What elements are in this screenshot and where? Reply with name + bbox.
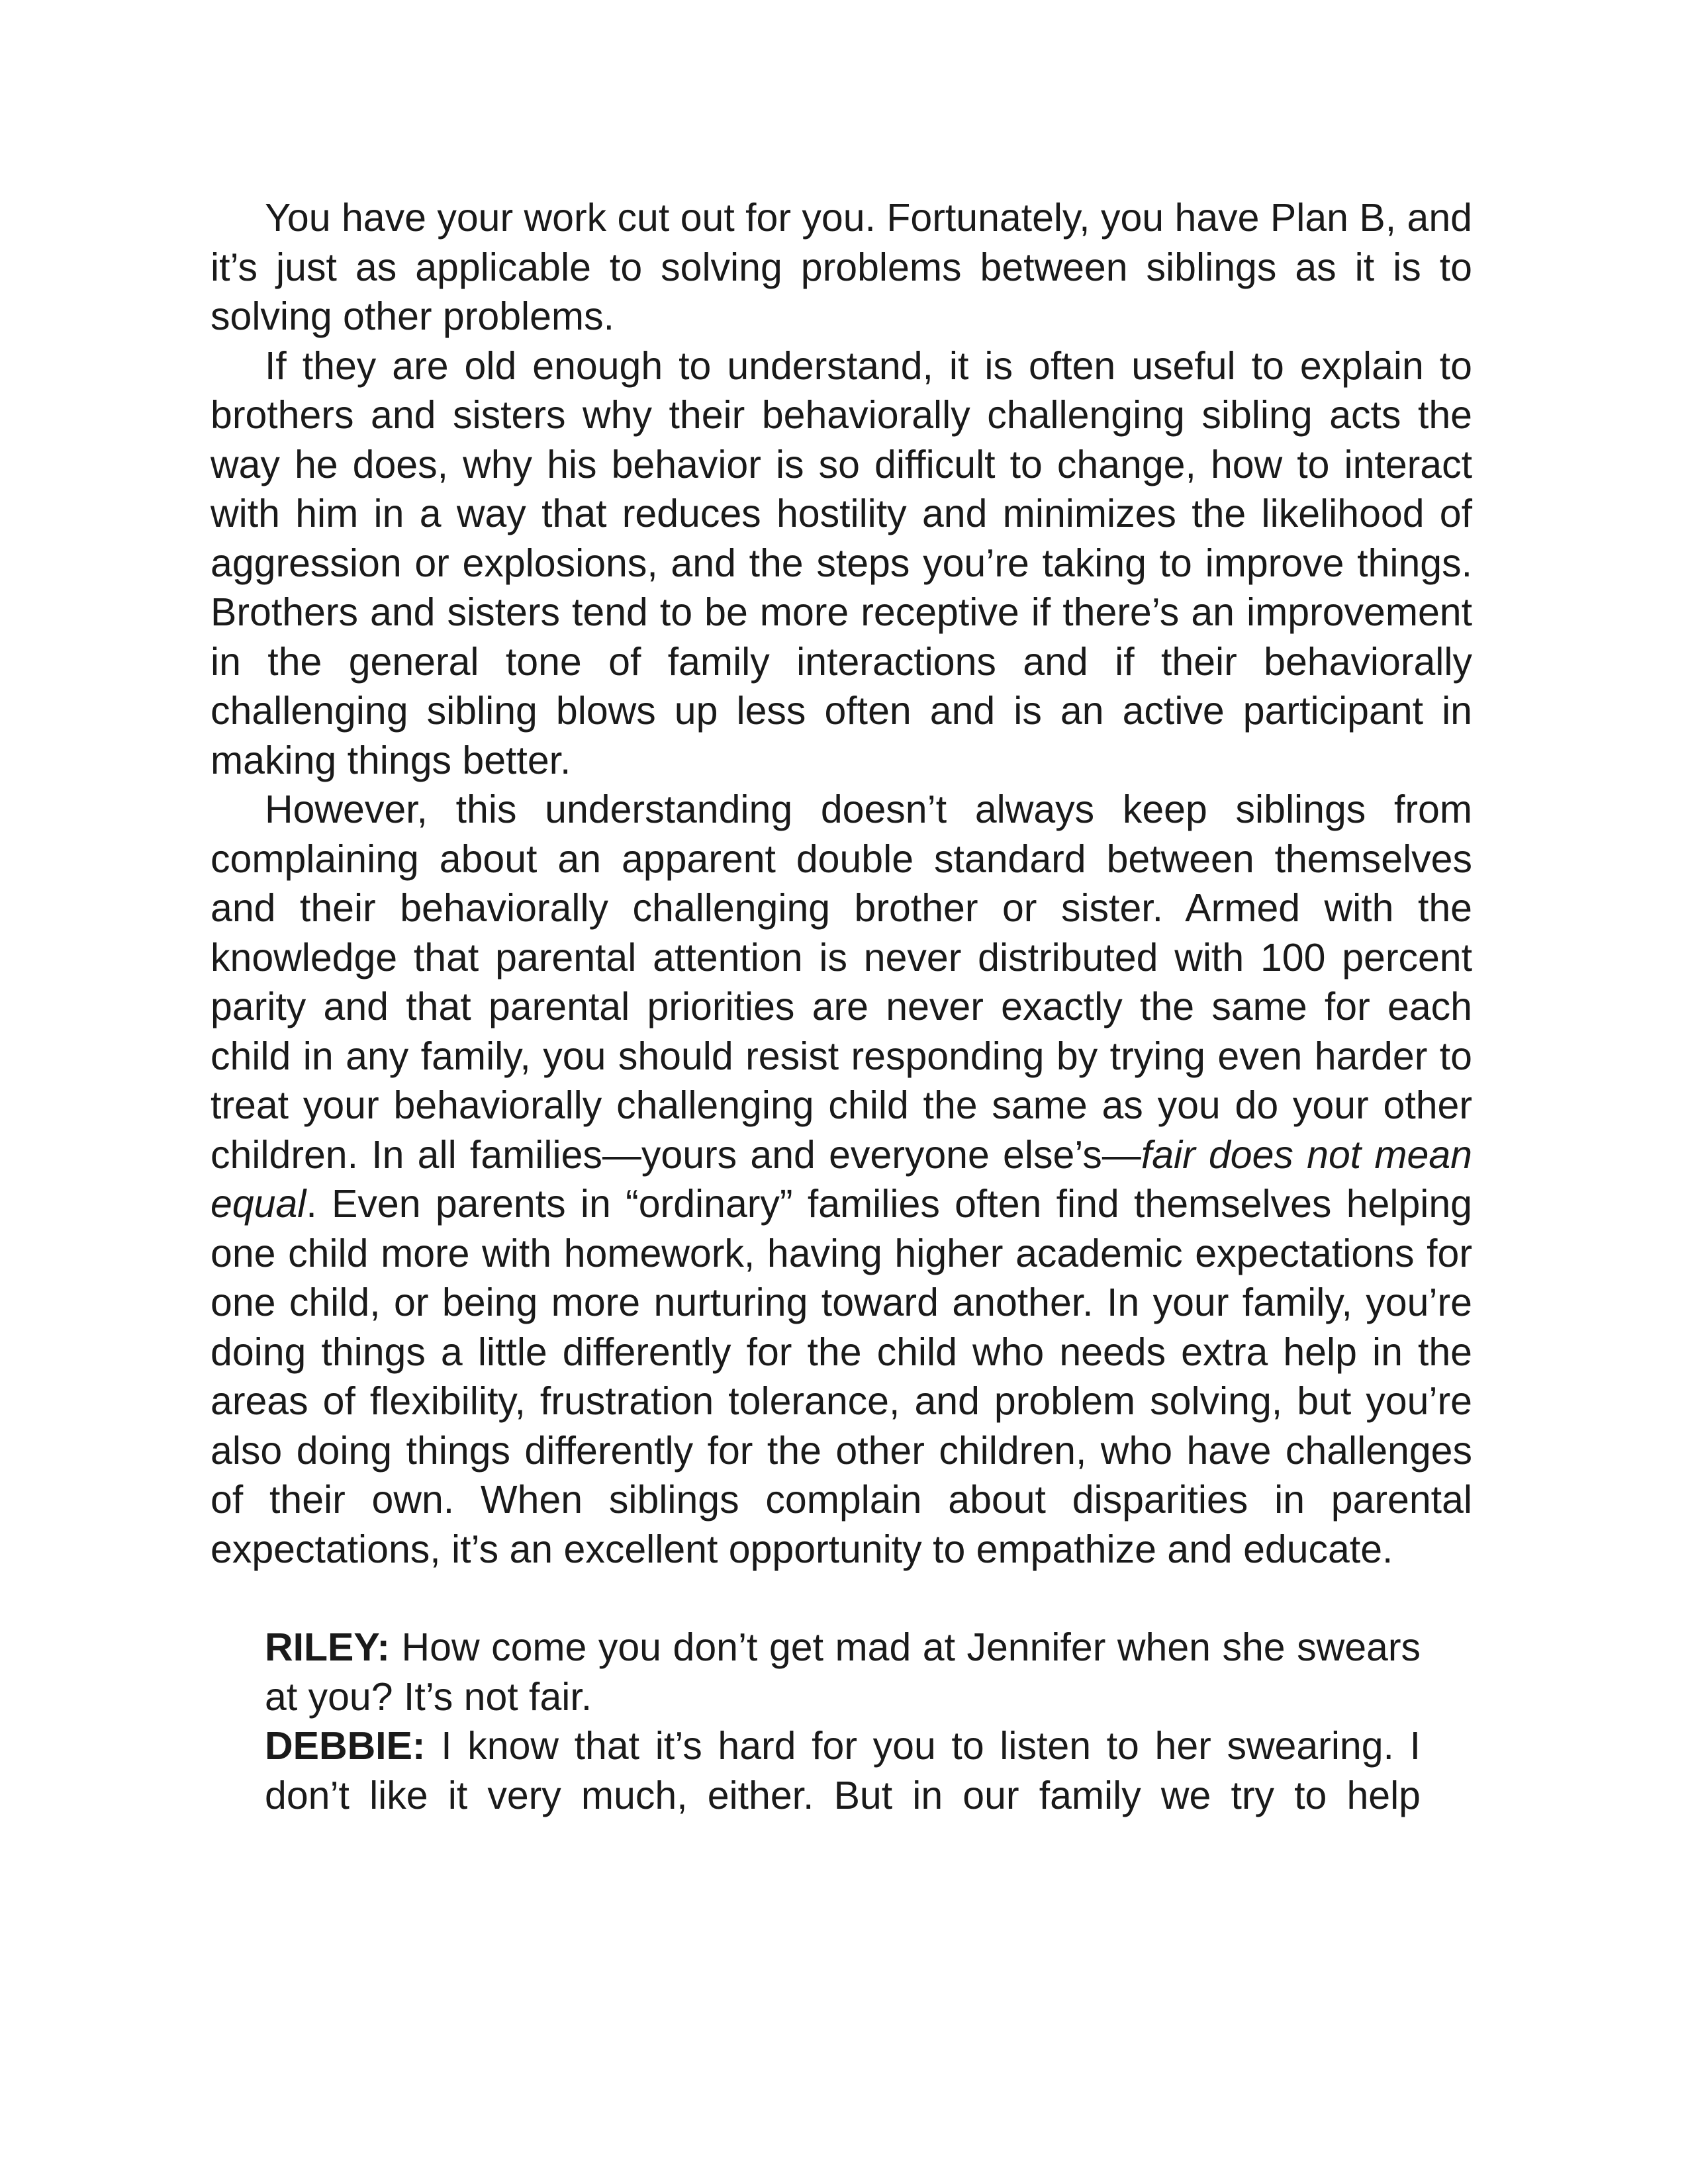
paragraph-explain-to-siblings: If they are old enough to understand, it is often useful to explain to brothers and sisters why their behaviorally challenging sibling acts the way he does, why his behavior is so difficult to change, how to interact with him in a way that reduces hostility and minimizes the likelihood of aggression or explosions, and the steps you’re taking to improve things. Brothers and sisters tend to be more receptive if there’s an improvement in the general tone of family interactions and if their behaviorally challenging sibling blows up less often and is an active participant in making things better. [211, 343, 1472, 782]
book-page [211, 193, 1472, 1820]
paragraph-text-after-emphasis: . Even parents in “ordinary” families often find themselves helping one child more with homework, having higher academic expectations for one child, or being more nurturing toward another. In your family, you’re doing things a little differently for the child who needs extra help in the areas of flexibility, frustration tolerance, and problem solving, but you’re also doing things differently for the other children, who have challenges of their own. When siblings complain about disparities in parental expectations, it’s an excellent opportunity to empathize and educate. [211, 1182, 1472, 1571]
speaker-name: RILEY: [265, 1625, 391, 1669]
paragraph-double-standard [211, 785, 1472, 1574]
paragraph-text-before-emphasis: However, this understanding doesn’t always keep siblings from complaining about an apparent double standard between themselves and their behaviorally challenging brother or sister. Armed with the knowledge that parental attention is never distributed with 100 percent parity and that parental priorities are never exactly the same for each child in any family, you should resist responding by trying even harder to treat your behaviorally challenging child the same as you do your other children. In all families—yours and everyone else’s— [211, 788, 1472, 1177]
speaker-name: DEBBIE: [265, 1724, 426, 1768]
dialogue-block [265, 1623, 1421, 1820]
dialogue-text: How come you don’t get mad at Jennifer when she swears at you? It’s not fair. [265, 1625, 1421, 1719]
paragraph-plan-b: You have your work cut out for you. Fortunately, you have Plan B, and it’s just as applicable to solving problems between siblings as it is to solving other problems. [211, 196, 1472, 338]
emphasis-fair-not-equal: fair does not mean equal [211, 1132, 1472, 1226]
dialogue-line [265, 1721, 1421, 1820]
dialogue-text: I know that it’s hard for you to listen to her swearing. I don’t like it very much, either. But in our family we try to help [265, 1724, 1421, 1817]
dialogue-line [265, 1623, 1421, 1721]
